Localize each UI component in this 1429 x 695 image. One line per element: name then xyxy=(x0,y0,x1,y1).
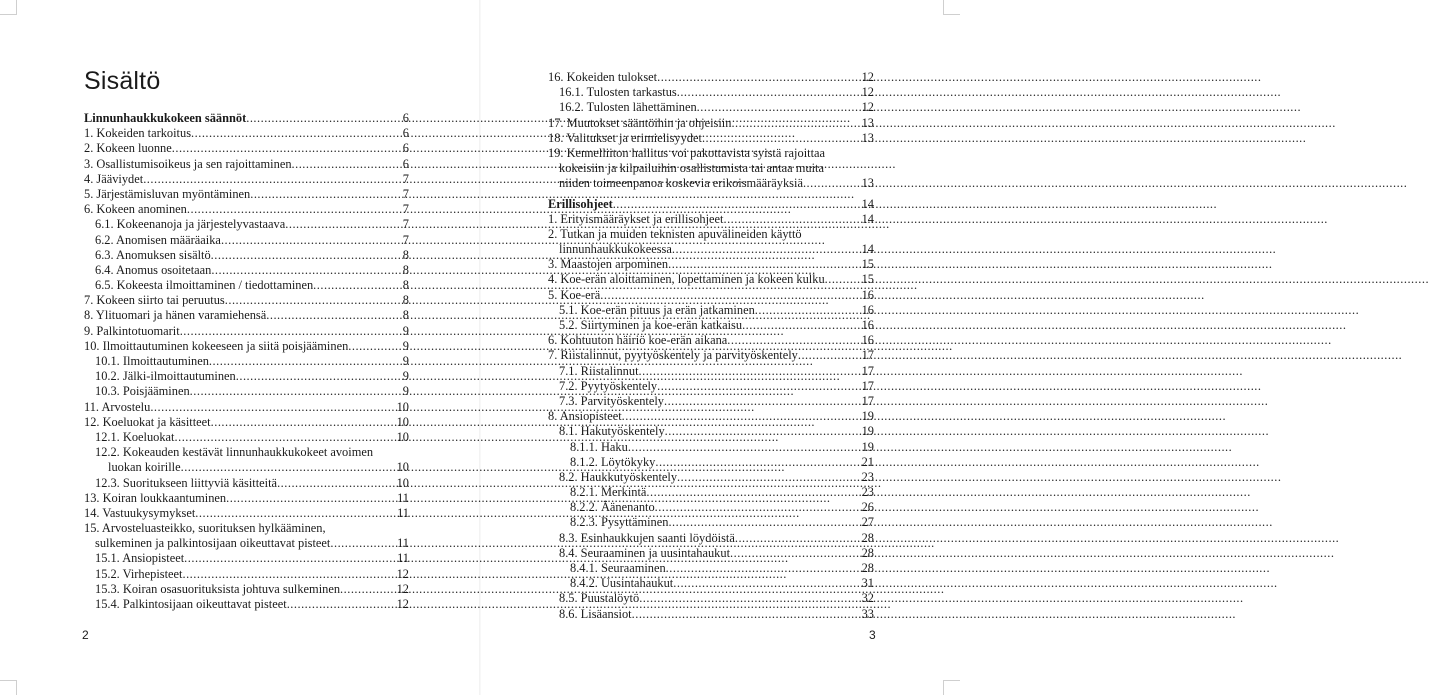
page-title: Sisältö xyxy=(84,67,161,95)
toc-entry-title: 11. Arvostelu xyxy=(84,399,151,414)
toc-entry-page: 10 xyxy=(396,429,409,444)
toc-leader-dots xyxy=(143,172,402,187)
toc-entry[interactable] xyxy=(84,172,409,187)
toc-entry-page: 15 xyxy=(861,272,874,287)
toc-entry-page: 9 xyxy=(402,354,409,368)
toc-leader-dots xyxy=(702,131,861,146)
toc-leader-dots xyxy=(655,455,860,470)
toc-entry-page: 10 xyxy=(396,460,409,475)
toc-entry-page: 6 xyxy=(402,126,409,141)
toc-entry-page: 7 xyxy=(402,202,409,217)
toc-entry[interactable] xyxy=(84,582,409,597)
toc-entry-page: 7 xyxy=(402,171,409,186)
toc-entry-page: 15 xyxy=(861,257,874,272)
toc-leader-dots xyxy=(655,500,861,515)
toc-entry[interactable] xyxy=(84,430,409,445)
toc-leader-dots xyxy=(677,85,861,100)
toc-entry-page: 28 xyxy=(861,545,874,560)
toc-entry-title: 15. Arvosteluasteikko, suorituksen hylkääminen, xyxy=(84,521,326,536)
toc-leader-dots xyxy=(211,263,401,278)
toc-entry-page: 19 xyxy=(861,439,874,454)
toc-entry-page: 31 xyxy=(861,576,874,591)
toc-entry-title: 12. Koeluokat ja käsitteet xyxy=(84,414,211,429)
toc-entry[interactable] xyxy=(548,409,874,424)
toc-leader-dots xyxy=(628,440,861,455)
toc-entry[interactable] xyxy=(84,248,409,263)
toc-entry[interactable] xyxy=(548,607,874,622)
toc-leader-dots xyxy=(664,394,861,409)
toc-entry-page: 11 xyxy=(397,551,409,566)
toc-leader-dots xyxy=(250,187,402,202)
toc-entry-page: 26 xyxy=(861,500,874,515)
toc-entry-page: 16 xyxy=(861,287,874,302)
toc-entry-title: 7. Kokeen siirto tai peruutus xyxy=(84,293,225,308)
toc-entry[interactable] xyxy=(548,116,874,131)
toc-entry-page: 27 xyxy=(861,515,874,530)
toc-entry[interactable] xyxy=(548,348,874,363)
toc-entry-title: sulkeminen ja palkintosijaan oikeuttavat pisteet xyxy=(95,536,331,551)
toc-entry-page: 23 xyxy=(861,469,874,484)
toc-entry-title: 10.2. Jälki-ilmoittautuminen xyxy=(95,369,236,384)
toc-entry-page: 9 xyxy=(402,338,409,353)
crop-mark-top-left xyxy=(0,0,17,15)
toc-entry[interactable] xyxy=(84,460,409,475)
toc-entry-page: 28 xyxy=(861,561,874,575)
toc-leader-dots xyxy=(150,400,395,415)
toc-entry-title: 7. Riistalinnut, pyytyöskentely ja parvityöskentely xyxy=(548,348,798,363)
toc-entry-title: 8.3. Esinhaukkujen saanti löydöistä xyxy=(559,530,735,545)
toc-entry[interactable] xyxy=(84,187,409,202)
toc-entry-page: 9 xyxy=(402,384,409,399)
toc-leader-dots xyxy=(665,424,861,439)
toc-entry-page: 17 xyxy=(861,393,874,408)
toc-entry[interactable] xyxy=(84,339,409,354)
toc-leader-dots xyxy=(225,293,402,308)
toc-entry-title: kokeisiin ja kilpailuihin osallistumista tai antaa muita xyxy=(559,161,824,176)
toc-entry[interactable] xyxy=(84,141,409,156)
toc-entry-title: 15.3. Koiran osasuorituksista johtuva sulkeminen xyxy=(95,581,341,596)
toc-entry-title: 15.2. Virhepisteet xyxy=(95,566,183,581)
toc-entry-title: 18. Valitukset ja erimielisyydet xyxy=(548,130,702,145)
toc-leader-dots xyxy=(672,242,861,257)
toc-entry-page: 6 xyxy=(402,156,409,171)
toc-leader-dots xyxy=(677,470,861,485)
toc-entry-page: 12 xyxy=(396,566,409,581)
toc-leader-dots xyxy=(191,126,402,141)
toc-entry-title: 8. Ansiopisteet xyxy=(548,409,622,424)
toc-entry-title: 12.3. Suoritukseen liittyviä käsitteitä xyxy=(95,475,278,490)
toc-leader-dots xyxy=(657,379,861,394)
toc-leader-dots xyxy=(184,551,396,566)
toc-entry[interactable] xyxy=(548,272,874,287)
toc-entry-page: 8 xyxy=(402,247,409,262)
toc-entry-title: 3. Osallistumisoikeus ja sen rajoittaminen xyxy=(84,156,292,171)
toc-entry-page: 11 xyxy=(397,536,409,551)
toc-entry[interactable] xyxy=(548,161,874,176)
toc-entry[interactable] xyxy=(548,176,874,191)
toc-leader-dots xyxy=(287,597,396,612)
toc-entry-page: 7 xyxy=(402,217,409,232)
toc-entry-title: 3. Maastojen arpominen xyxy=(548,257,669,272)
toc-entry-title: 2. Tutkan ja muiden teknisten apuvälineiden käyttö xyxy=(548,226,802,241)
toc-entry[interactable] xyxy=(548,440,874,455)
toc-entry-title: luokan koirille xyxy=(108,460,181,475)
toc-entry-title: 8.4.2. Uusintahaukut xyxy=(570,576,674,591)
toc-entry[interactable] xyxy=(84,157,409,172)
toc-entry-page: 17 xyxy=(861,348,874,363)
toc-entry-title: 12.2. Kokeauden kestävät linnunhaukkukokeet avoimen xyxy=(95,445,374,460)
toc-entry[interactable] xyxy=(84,445,409,460)
toc-leader-dots xyxy=(803,176,861,191)
toc-entry-title: 8.4.1. Seuraaminen xyxy=(570,561,666,575)
toc-leader-dots xyxy=(673,576,860,591)
toc-entry-title: 14. Vastuukysymykset xyxy=(84,505,196,520)
toc-entry[interactable] xyxy=(84,111,409,126)
toc-entry[interactable] xyxy=(84,476,409,491)
toc-leader-dots xyxy=(266,308,402,323)
toc-entry-title: niiden toimeenpanoa koskevia erikoismääräyksiä xyxy=(559,176,803,191)
toc-entry-page: 6 xyxy=(402,141,409,156)
toc-entry-page: 10 xyxy=(396,399,409,414)
toc-entry-title: 13. Koiran loukkaantuminen xyxy=(84,490,227,505)
toc-entry-title: 6.1. Kokeenanoja ja järjestelyvastaava xyxy=(95,217,286,232)
toc-entry[interactable] xyxy=(548,591,874,606)
toc-entry-page: 13 xyxy=(861,176,874,191)
toc-leader-dots xyxy=(668,257,861,272)
toc-entry-title: 8. Ylituomari ja hänen varamiehensä xyxy=(84,308,267,323)
toc-leader-dots xyxy=(172,141,402,156)
toc-entry-page: 12 xyxy=(861,100,874,115)
page-number-left: 2 xyxy=(82,628,89,642)
toc-entry-title: Erillisohjeet xyxy=(548,196,613,211)
toc-entry-title: 12.1. Koeluokat xyxy=(95,429,175,444)
toc-entry[interactable] xyxy=(548,470,874,485)
toc-leader-dots xyxy=(657,70,861,85)
toc-entry[interactable] xyxy=(84,491,409,506)
toc-entry[interactable] xyxy=(548,146,874,161)
toc-leader-dots xyxy=(209,354,402,369)
toc-leader-dots xyxy=(285,217,402,232)
toc-entry-title: 6.5. Kokeesta ilmoittaminen / tiedottaminen xyxy=(95,278,314,293)
toc-leader-dots xyxy=(632,607,861,622)
toc-entry[interactable] xyxy=(84,354,409,369)
toc-leader-dots xyxy=(600,288,860,303)
toc-entry-page: 21 xyxy=(861,454,874,469)
toc-entry[interactable] xyxy=(548,364,874,379)
toc-entry[interactable] xyxy=(548,333,874,348)
toc-entry[interactable] xyxy=(548,424,874,439)
toc-leader-dots xyxy=(236,369,402,384)
toc-entry-page: 17 xyxy=(861,363,874,378)
toc-entry[interactable] xyxy=(548,455,874,470)
toc-entry-title: 5.2. Siirtyminen ja koe-erän katkaisu xyxy=(559,318,743,332)
toc-entry-page: 7 xyxy=(402,186,409,201)
crop-mark-bottom-right xyxy=(943,680,960,695)
toc-leader-dots xyxy=(175,430,396,445)
toc-entry-title: 6.2. Anomisen määräaika xyxy=(95,232,221,247)
toc-leader-dots xyxy=(211,415,396,430)
toc-entry-title: 7.1. Riistalinnut xyxy=(559,363,639,378)
toc-entry-page: 19 xyxy=(861,409,874,424)
crop-mark-bottom-left xyxy=(0,680,17,695)
toc-entry[interactable] xyxy=(548,515,874,530)
toc-leader-dots xyxy=(221,233,402,248)
toc-entry-page: 14 xyxy=(861,196,874,211)
toc-entry-title: 10.1. Ilmoittautuminen xyxy=(95,354,209,368)
toc-leader-dots xyxy=(330,536,396,551)
toc-entry[interactable] xyxy=(84,521,409,536)
toc-entry[interactable] xyxy=(84,506,409,521)
toc-leader-dots xyxy=(730,546,861,561)
toc-entry-title: 16.2. Tulosten lähettäminen xyxy=(559,100,697,115)
toc-entry-page: 19 xyxy=(861,424,874,439)
toc-entry-page: 14 xyxy=(861,242,874,257)
toc-entry[interactable] xyxy=(84,217,409,232)
toc-entry-page: 12 xyxy=(861,70,874,84)
toc-entry[interactable] xyxy=(548,303,874,318)
toc-leader-dots xyxy=(735,531,861,546)
toc-entry-title: Linnunhaukkukokeen säännöt xyxy=(84,111,247,125)
toc-entry-page: 8 xyxy=(402,278,409,293)
toc-leader-dots xyxy=(211,248,402,263)
toc-entry-page: 23 xyxy=(861,485,874,500)
toc-entry-title: 8.2.3. Pysyttäminen xyxy=(570,515,669,530)
toc-leader-dots xyxy=(646,485,860,500)
toc-entry-title: 8.1.1. Haku xyxy=(570,439,628,454)
toc-leader-dots xyxy=(277,476,396,491)
toc-leader-dots xyxy=(723,212,860,227)
toc-entry-page: 11 xyxy=(397,490,409,505)
toc-leader-dots xyxy=(731,116,860,131)
toc-leader-dots xyxy=(825,272,861,287)
toc-entry[interactable] xyxy=(548,131,874,146)
toc-entry[interactable] xyxy=(548,257,874,272)
toc-entry-page: 28 xyxy=(861,530,874,545)
toc-entry-page: 13 xyxy=(861,130,874,145)
toc-entry-title: 19. Kennelliiton hallitus voi pakottavista syistä rajoittaa xyxy=(548,145,826,160)
toc-leader-dots xyxy=(226,491,396,506)
toc-leader-dots xyxy=(697,100,861,115)
toc-leader-dots xyxy=(187,202,402,217)
toc-entry-title: 2. Kokeen luonne xyxy=(84,141,172,156)
toc-entry-title: 17. Muutokset sääntöihin ja ohjeisiin xyxy=(548,115,732,130)
toc-entry-page: 9 xyxy=(402,369,409,384)
toc-right-column xyxy=(548,70,874,622)
toc-entry-page: 8 xyxy=(402,308,409,323)
toc-entry-title: 4. Koe-erän aloittaminen, lopettaminen ja kokeen kulku xyxy=(548,272,825,287)
toc-leader-dots xyxy=(348,339,402,354)
toc-entry[interactable] xyxy=(84,263,409,278)
toc-leader-dots xyxy=(181,460,396,475)
toc-entry[interactable] xyxy=(84,415,409,430)
toc-entry[interactable] xyxy=(84,369,409,384)
toc-entry[interactable] xyxy=(548,531,874,546)
toc-entry[interactable] xyxy=(84,233,409,248)
toc-leader-dots xyxy=(639,364,861,379)
toc-entry-title: 1. Kokeiden tarkoitus xyxy=(84,126,192,141)
toc-entry-title: 7.2. Pyytyöskentely xyxy=(559,378,658,393)
toc-entry[interactable] xyxy=(548,485,874,500)
toc-entry[interactable] xyxy=(548,242,874,257)
toc-entry-page: 13 xyxy=(861,115,874,130)
toc-entry-title: 6.3. Anomuksen sisältö xyxy=(95,247,211,262)
toc-entry-page: 10 xyxy=(396,475,409,490)
toc-entry-title: 9. Palkintotuomarit xyxy=(84,323,180,338)
page-number-right: 3 xyxy=(869,628,876,642)
toc-leader-dots xyxy=(798,348,861,363)
toc-entry-title: 10. Ilmoittautuminen kokeeseen ja siitä poisjääminen xyxy=(84,338,349,353)
toc-entry[interactable] xyxy=(84,126,409,141)
toc-entry[interactable] xyxy=(548,288,874,303)
toc-entry[interactable] xyxy=(84,567,409,582)
toc-leader-dots xyxy=(195,506,396,521)
toc-entry-title: 5.1. Koe-erän pituus ja erän jatkaminen xyxy=(559,302,755,317)
crop-mark-top-right xyxy=(943,0,960,15)
toc-entry-title: 5. Järjestämisluvan myöntäminen xyxy=(84,186,251,201)
toc-entry[interactable] xyxy=(548,212,874,227)
toc-leader-dots xyxy=(755,303,861,318)
toc-entry-page: 8 xyxy=(402,262,409,277)
toc-leader-dots xyxy=(313,278,402,293)
toc-leader-dots xyxy=(190,384,402,399)
toc-entry-page: 16 xyxy=(861,318,874,332)
toc-entry-page: 10 xyxy=(396,414,409,429)
toc-entry[interactable] xyxy=(548,318,874,333)
toc-entry-page: 8 xyxy=(402,293,409,308)
toc-entry-title: 6. Kokeen anominen xyxy=(84,202,187,217)
toc-entry-title: 10.3. Poisjääminen xyxy=(95,384,190,399)
toc-left-column xyxy=(84,111,409,612)
toc-entry-page: 16 xyxy=(861,302,874,317)
toc-entry-title: 16.1. Tulosten tarkastus xyxy=(559,85,677,100)
toc-entry-title: 8.2. Haukkutyöskentely xyxy=(559,469,678,484)
toc-leader-dots xyxy=(180,324,402,339)
toc-entry[interactable] xyxy=(548,70,874,85)
toc-entry-title: 8.4. Seuraaminen ja uusintahaukut xyxy=(559,545,731,560)
toc-entry[interactable] xyxy=(548,500,874,515)
toc-leader-dots xyxy=(246,111,402,126)
toc-entry-title: 15.4. Palkintosijaan oikeuttavat pisteet xyxy=(95,597,287,611)
toc-entry[interactable] xyxy=(84,293,409,308)
toc-leader-dots xyxy=(613,197,861,212)
toc-entry-page: 17 xyxy=(861,378,874,393)
toc-entry-title: 8.2.1. Merkintä xyxy=(570,485,647,500)
toc-entry[interactable] xyxy=(84,536,409,551)
toc-leader-dots xyxy=(340,582,396,597)
toc-entry-title: linnunhaukkukokeessa xyxy=(559,242,672,257)
toc-entry-page: 16 xyxy=(861,333,874,348)
toc-entry[interactable] xyxy=(548,379,874,394)
toc-entry-title: 8.6. Lisäansiot xyxy=(559,606,632,621)
toc-entry-page: 7 xyxy=(402,232,409,247)
toc-entry-page: 12 xyxy=(396,581,409,596)
toc-entry[interactable] xyxy=(84,308,409,323)
toc-entry-page: 9 xyxy=(402,323,409,338)
toc-entry[interactable] xyxy=(84,400,409,415)
toc-entry[interactable] xyxy=(548,394,874,409)
toc-leader-dots xyxy=(666,561,861,576)
toc-entry[interactable] xyxy=(84,202,409,217)
toc-leader-dots xyxy=(292,157,402,172)
toc-entry[interactable] xyxy=(84,384,409,399)
toc-entry-title: 6.4. Anomus osoitetaan xyxy=(95,262,212,277)
toc-entry[interactable] xyxy=(84,278,409,293)
toc-leader-dots xyxy=(622,409,861,424)
toc-entry[interactable] xyxy=(548,100,874,115)
toc-entry-title: 15.1. Ansiopisteet xyxy=(95,551,185,566)
toc-entry-title: 5. Koe-erä xyxy=(548,287,601,302)
toc-entry[interactable] xyxy=(548,197,874,212)
toc-entry-title: 8.2.2. Äänenanto xyxy=(570,500,655,515)
toc-entry-title: 8.1.2. Löytökyky xyxy=(570,454,656,469)
toc-entry-title: 8.1. Hakutyöskentely xyxy=(559,424,665,439)
toc-entry[interactable] xyxy=(84,551,409,566)
toc-entry-title: 7.3. Parvityöskentely xyxy=(559,393,664,408)
toc-entry-title: 1. Erityismääräykset ja erillisohjeet xyxy=(548,211,724,226)
toc-entry-title: 16. Kokeiden tulokset xyxy=(548,70,658,84)
toc-entry[interactable] xyxy=(84,597,409,612)
toc-entry-page: 33 xyxy=(861,606,874,621)
toc-entry-page: 12 xyxy=(396,597,409,611)
toc-leader-dots xyxy=(639,591,860,606)
toc-leader-dots xyxy=(727,333,860,348)
toc-entry[interactable] xyxy=(84,324,409,339)
toc-entry[interactable] xyxy=(548,546,874,561)
toc-entry-page: 12 xyxy=(861,85,874,100)
toc-entry[interactable] xyxy=(548,227,874,242)
toc-leader-dots xyxy=(742,318,861,333)
toc-entry[interactable] xyxy=(548,85,874,100)
toc-leader-dots xyxy=(182,567,395,582)
toc-entry-page: 6 xyxy=(402,111,409,125)
toc-entry-title: 4. Jääviydet xyxy=(84,171,144,186)
toc-entry-title: 8.5. Puustalöytö xyxy=(559,591,640,606)
toc-entry-page: 32 xyxy=(861,591,874,606)
toc-entry-page: 11 xyxy=(397,505,409,520)
toc-entry-title: 6. Kohtuuton häiriö koe-erän aikana xyxy=(548,333,728,348)
toc-entry[interactable] xyxy=(548,576,874,591)
toc-entry[interactable] xyxy=(548,561,874,576)
toc-leader-dots xyxy=(668,515,860,530)
toc-entry-page: 14 xyxy=(861,211,874,226)
